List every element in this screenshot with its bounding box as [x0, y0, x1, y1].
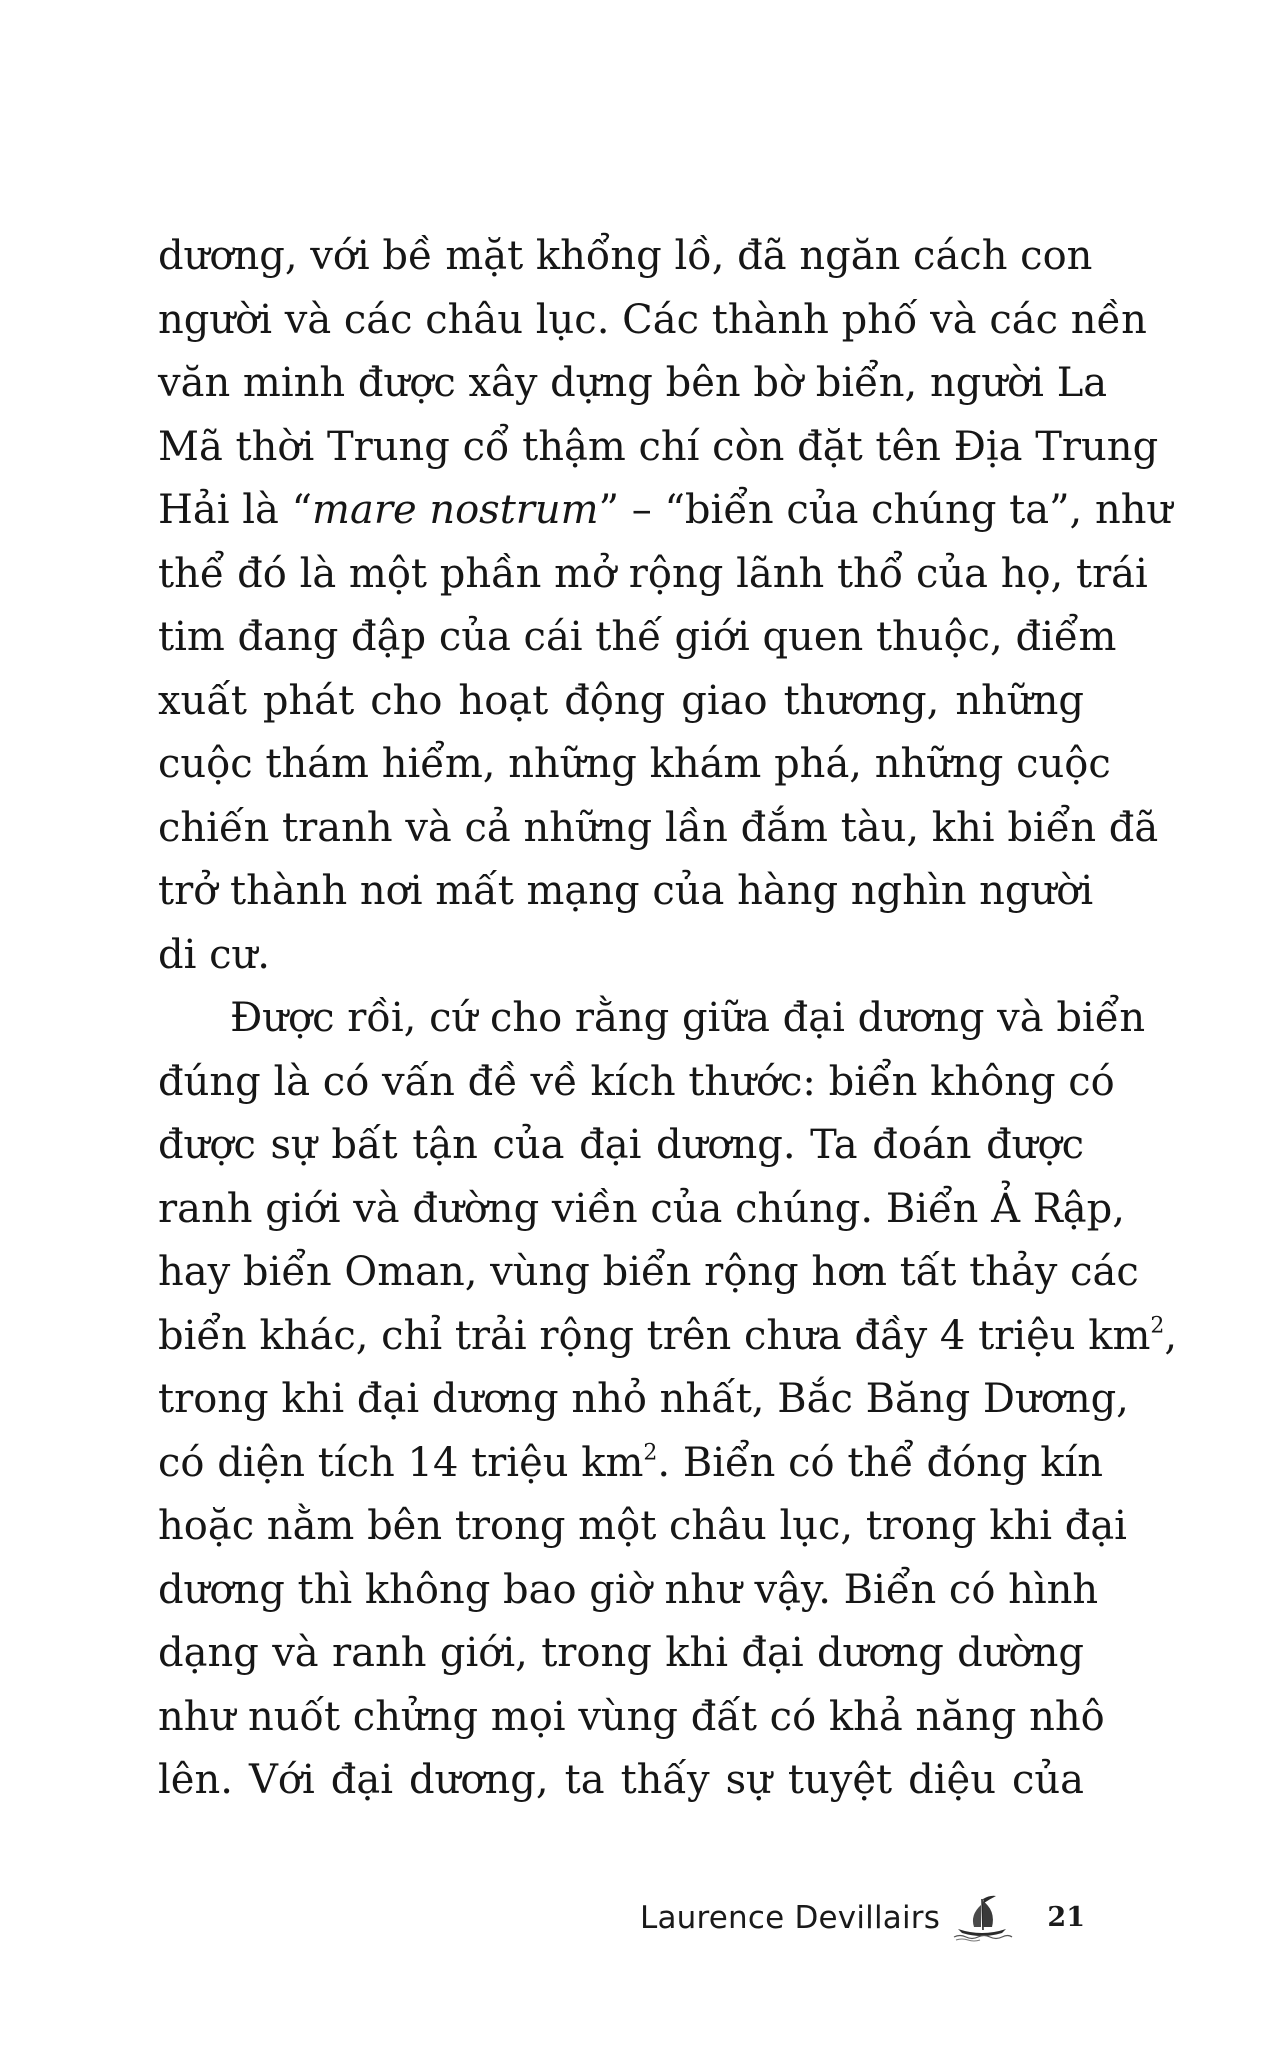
text-line: người và các châu lục. Các thành phố và các nền	[158, 296, 1147, 343]
superscript: 2	[643, 1440, 658, 1465]
text-line: hoặc nằm bên trong một châu lục, trong khi đại	[158, 1503, 1127, 1549]
text-line: Được rồi, cứ cho rằng giữa đại dương và biển	[230, 995, 1146, 1041]
text-line: lên. Với đại dương, ta thấy sự tuyệt diệu của	[158, 1757, 1084, 1803]
text-line: dương thì không bao giờ như vậy. Biển có hình	[158, 1566, 1099, 1613]
text-line: văn minh được xây dựng bên bờ biển, người La	[158, 360, 1108, 406]
text-line: tim đang đập của cái thế giới quen thuộc, điểm	[158, 614, 1117, 660]
text-line: có diện tích 14 triệu $km^2$. Biển có thể đóng kín	[158, 1439, 1104, 1486]
superscript: 2	[1150, 1313, 1165, 1338]
text-line: như nuốt chửng mọi vùng đất có khả năng nhô	[158, 1693, 1105, 1740]
text-line: Hải là “mare nostrum” – “biển của chúng ta”, như	[158, 487, 1173, 533]
text-line: đúng là có vấn đề về kích thước: biển không có	[158, 1058, 1115, 1105]
sailing-ship-icon	[952, 1893, 1014, 1943]
footer-author: Laurence Devillairs	[640, 1900, 941, 1936]
page-footer	[640, 1893, 1085, 1943]
text-line: chiến tranh và cả những lần đắm tàu, khi biển đã	[158, 804, 1159, 851]
text-line: dương, với bề mặt khổng lồ, đã ngăn cách con	[158, 233, 1093, 279]
text-line: biển khác, chỉ trải rộng trên chưa đầy 4 triệu $km^2$,	[158, 1312, 1178, 1359]
latin-phrase: mare nostrum	[312, 487, 599, 533]
text-line: di cư.	[158, 931, 270, 978]
text-line: xuất phát cho hoạt động giao thương, những	[158, 677, 1084, 724]
text-line: trong khi đại dương nhỏ nhất, Bắc Băng Dương,	[158, 1376, 1129, 1422]
paragraph-2	[158, 987, 1178, 1813]
page-number: 21	[1047, 1902, 1085, 1933]
text-line: cuộc thám hiểm, những khám phá, những cuộc	[158, 741, 1111, 787]
paragraph-1	[158, 225, 1173, 987]
text-line: hay biển Oman, vùng biển rộng hơn tất thảy các	[158, 1249, 1139, 1295]
text-line: được sự bất tận của đại dương. Ta đoán được	[158, 1122, 1084, 1168]
text-line: Mã thời Trung cổ thậm chí còn đặt tên Địa Trung	[158, 423, 1159, 470]
text-line: thể đó là một phần mở rộng lãnh thổ của họ, trái	[158, 550, 1148, 597]
text-line: trở thành nơi mất mạng của hàng nghìn người	[158, 868, 1094, 914]
text-line: ranh giới và đường viền của chúng. Biển Ả Rập,	[158, 1185, 1125, 1232]
text-line: dạng và ranh giới, trong khi đại dương dường	[158, 1630, 1084, 1676]
body-text	[158, 225, 1178, 1813]
